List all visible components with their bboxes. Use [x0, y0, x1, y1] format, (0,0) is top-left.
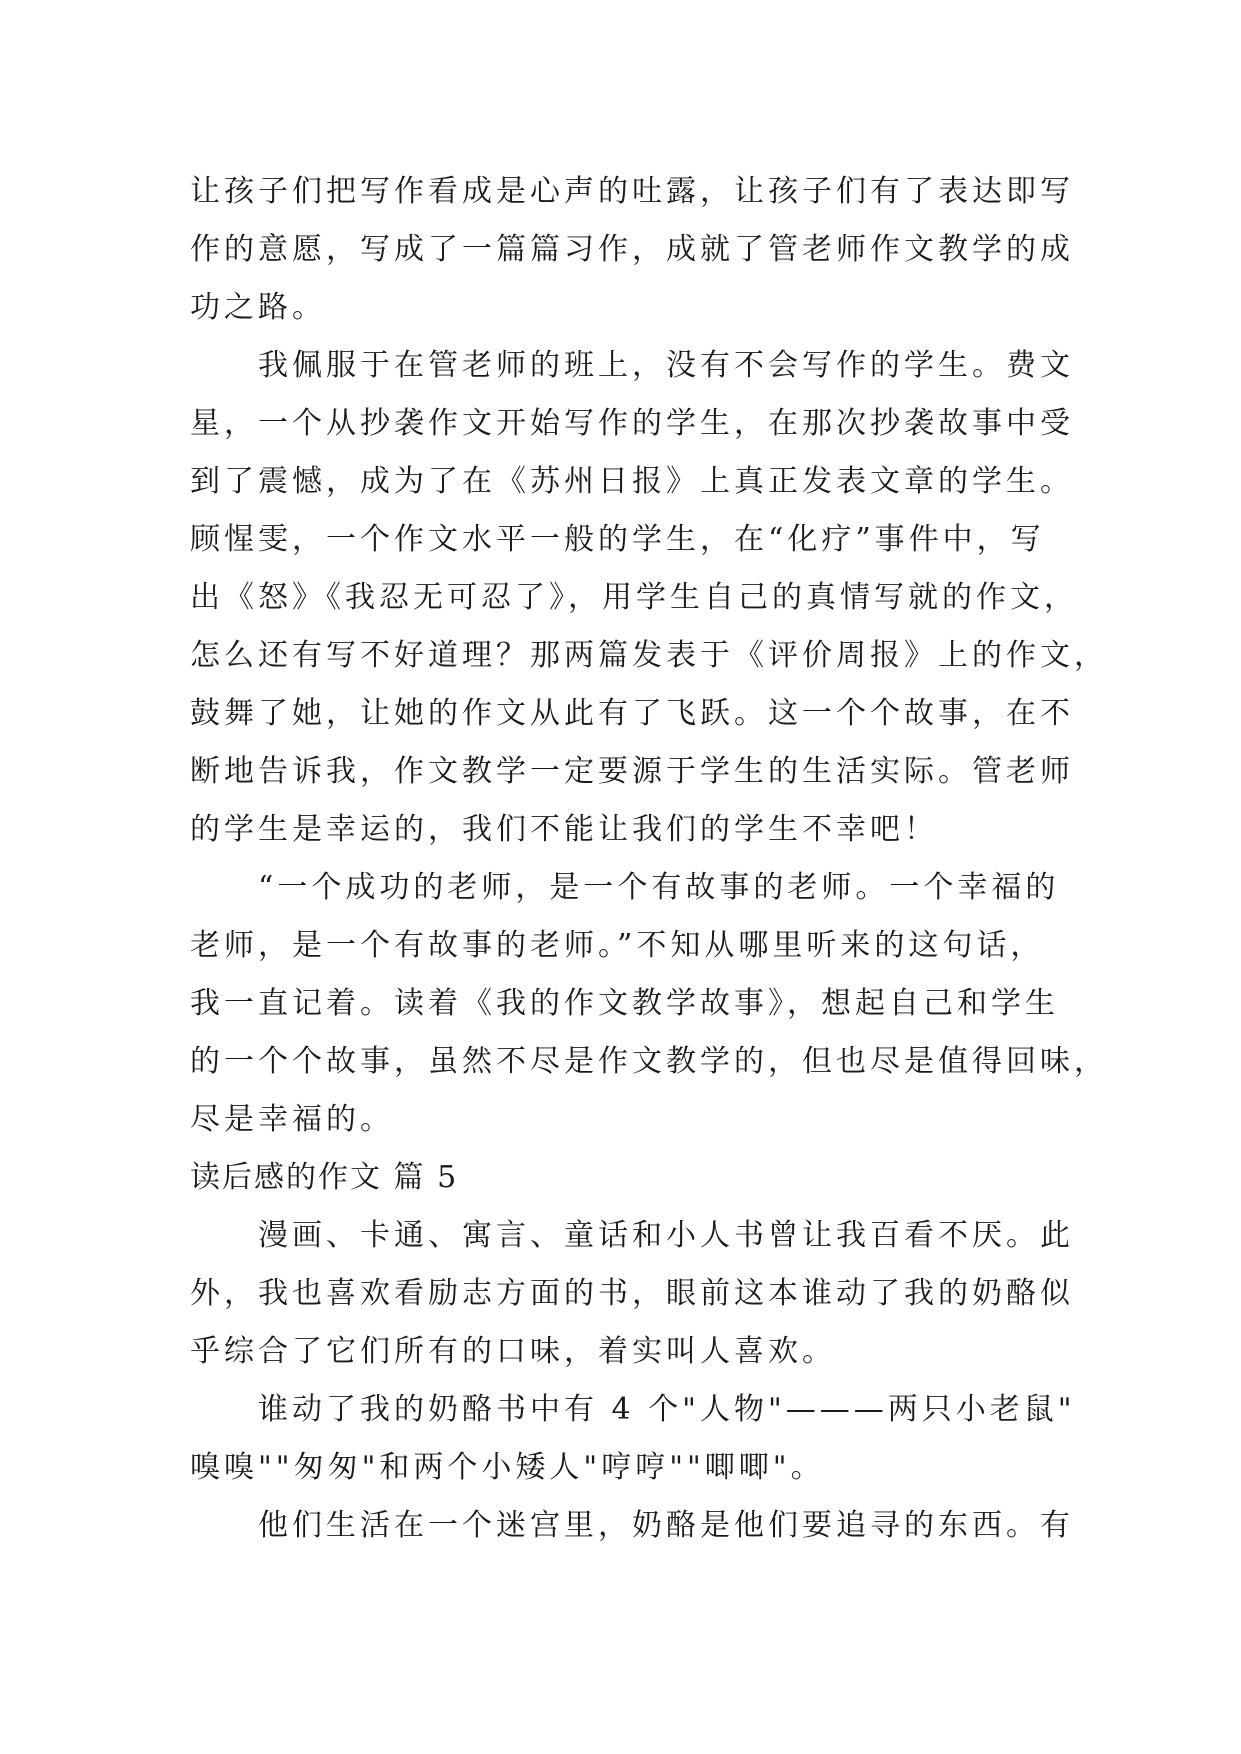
text-line: 谁动了我的奶酪书中有 4 个"人物"———两只小老鼠" — [258, 1392, 1076, 1427]
text-line: 我佩服于在管老师的班上，没有不会写作的学生。费文 — [258, 348, 1074, 383]
section-heading: 读后感的作文 篇 5 — [190, 1160, 459, 1195]
text-line: 的一个个故事，虽然不尽是作文教学的，但也尽是值得回味， — [190, 1044, 1108, 1079]
text-line: 鼓舞了她，让她的作文从此有了飞跃。这一个个故事，在不 — [190, 696, 1074, 731]
text-line: 怎么还有写不好道理？那两篇发表于《评价周报》上的作文， — [190, 638, 1108, 673]
text-line: 嗅嗅""匆匆"和两个小矮人"哼哼""唧唧"。 — [190, 1450, 825, 1485]
text-line: 他们生活在一个迷宫里，奶酪是他们要追寻的东西。有 — [258, 1508, 1074, 1543]
text-line: 顾惺雯，一个作文水平一般的学生，在“化疗”事件中，写 — [190, 522, 1045, 557]
text-line: 星，一个从抄袭作文开始写作的学生，在那次抄袭故事中受 — [190, 406, 1074, 441]
text-line: 外，我也喜欢看励志方面的书，眼前这本谁动了我的奶酪似 — [190, 1276, 1074, 1311]
text-line: 乎综合了它们所有的口味，着实叫人喜欢。 — [190, 1334, 836, 1369]
text-line: 老师，是一个有故事的老师。”不知从哪里听来的这句话， — [190, 928, 1045, 963]
text-line: 作的意愿，写成了一篇篇习作，成就了管老师作文教学的成 — [190, 232, 1074, 267]
text-line: 功之路。 — [190, 290, 326, 325]
text-line: “一个成功的老师，是一个有故事的老师。一个幸福的 — [258, 870, 1060, 905]
text-line: 的学生是幸运的，我们不能让我们的学生不幸吧！ — [190, 812, 938, 847]
text-line: 让孩子们把写作看成是心声的吐露，让孩子们有了表达即写 — [190, 174, 1074, 209]
text-line: 出《怒》《我忍无可忍了》，用学生自己的真情写就的作文， — [190, 580, 1078, 615]
text-line: 尽是幸福的。 — [190, 1102, 394, 1137]
text-line: 到了震憾，成为了在《苏州日报》上真正发表文章的学生。 — [190, 464, 1074, 499]
text-line: 漫画、卡通、寓言、童话和小人书曾让我百看不厌。此 — [258, 1218, 1074, 1253]
text-line: 断地告诉我，作文教学一定要源于学生的生活实际。管老师 — [190, 754, 1074, 789]
text-line: 我一直记着。读着《我的作文教学故事》，想起自己和学生 — [190, 986, 1059, 1021]
document-body — [190, 163, 1108, 1555]
